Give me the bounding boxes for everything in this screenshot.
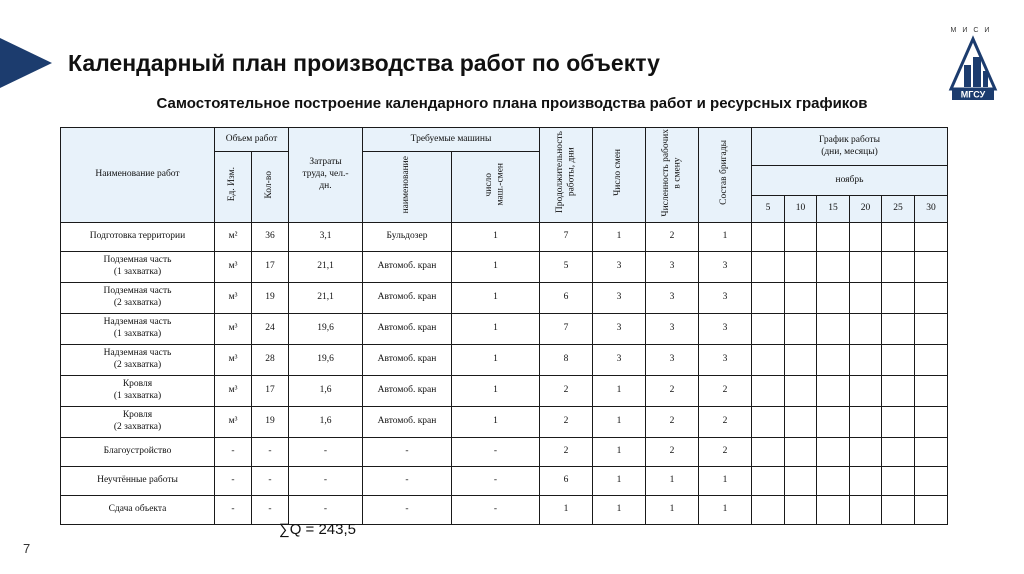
cell-qty: 17 [252,376,289,407]
cell-machine-shifts: 1 [452,283,540,314]
gantt-cell [785,345,817,376]
cell-unit: - [215,438,252,467]
cell-labor: 21,1 [289,283,363,314]
gantt-cell [785,496,817,525]
gantt-cell [882,314,915,345]
cell-machine: - [363,496,452,525]
logo-text: МГСУ [960,89,986,100]
cell-unit: м³ [215,407,252,438]
cell-shifts: 3 [593,283,646,314]
col-machine-shifts-header: число маш.-смен [452,152,540,223]
cell-machine-shifts: 1 [452,252,540,283]
day-header: 25 [882,196,915,223]
gantt-cell [785,223,817,252]
gantt-cell [817,407,850,438]
cell-duration: 2 [540,438,593,467]
cell-labor: 1,6 [289,376,363,407]
cell-labor: - [289,438,363,467]
gantt-cell [882,283,915,314]
cell-name: Подземная часть (2 захватка) [61,283,215,314]
col-volume-header: Объем работ [215,128,289,152]
gantt-cell [817,252,850,283]
cell-qty: 19 [252,407,289,438]
cell-duration: 2 [540,376,593,407]
cell-machine-shifts: - [452,467,540,496]
gantt-cell [915,467,948,496]
cell-machine-shifts: - [452,496,540,525]
col-unit-header: Ед. Изм. [215,152,252,223]
cell-labor: 3,1 [289,223,363,252]
logo-letters: МИСИ [950,27,996,34]
day-header: 30 [915,196,948,223]
gantt-cell [850,223,882,252]
cell-brigade: 3 [699,345,752,376]
col-schedule-header: График работы (дни, месяцы) [752,128,948,166]
cell-machine: Автомоб. кран [363,252,452,283]
gantt-cell [882,223,915,252]
cell-duration: 7 [540,223,593,252]
table-row [61,314,948,345]
schedule-table [60,127,948,525]
cell-brigade: 3 [699,314,752,345]
cell-name: Благоустройство [61,438,215,467]
gantt-cell [785,376,817,407]
cell-labor: 1,6 [289,407,363,438]
gantt-cell [817,438,850,467]
cell-unit: - [215,467,252,496]
gantt-cell [850,283,882,314]
cell-unit: м² [215,223,252,252]
cell-shifts: 1 [593,376,646,407]
cell-duration: 8 [540,345,593,376]
cell-shifts: 3 [593,314,646,345]
cell-name: Неучтённые работы [61,467,215,496]
cell-qty: - [252,496,289,525]
gantt-cell [752,345,785,376]
gantt-cell [850,467,882,496]
cell-qty: - [252,467,289,496]
gantt-cell [915,407,948,438]
cell-machine: Автомоб. кран [363,345,452,376]
cell-duration: 6 [540,283,593,314]
col-name-header: Наименование работ [61,128,215,223]
cell-workers: 1 [646,467,699,496]
col-duration-header: Продолжительность работы, дни [540,128,593,223]
col-labor-header: Затраты труда, чел.-дн. [289,128,363,223]
cell-duration: 6 [540,467,593,496]
gantt-cell [915,438,948,467]
cell-machine-shifts: 1 [452,314,540,345]
cell-shifts: 1 [593,407,646,438]
cell-qty: 28 [252,345,289,376]
cell-workers: 3 [646,345,699,376]
table-row [61,438,948,467]
gantt-cell [850,496,882,525]
cell-machine-shifts: 1 [452,223,540,252]
gantt-cell [752,467,785,496]
cell-name: Подземная часть (1 захватка) [61,252,215,283]
cell-shifts: 1 [593,496,646,525]
cell-shifts: 1 [593,467,646,496]
gantt-cell [752,252,785,283]
gantt-cell [752,283,785,314]
gantt-cell [915,376,948,407]
cell-duration: 7 [540,314,593,345]
gantt-cell [785,438,817,467]
cell-shifts: 1 [593,438,646,467]
cell-brigade: 2 [699,376,752,407]
gantt-cell [915,283,948,314]
cell-name: Кровля (2 захватка) [61,407,215,438]
cell-brigade: 2 [699,407,752,438]
gantt-cell [817,223,850,252]
gantt-cell [752,314,785,345]
gantt-cell [850,438,882,467]
cell-workers: 2 [646,223,699,252]
cell-unit: м³ [215,314,252,345]
cell-qty: 36 [252,223,289,252]
cell-unit: - [215,496,252,525]
page-number: 7 [23,541,31,556]
cell-duration: 5 [540,252,593,283]
cell-labor: - [289,467,363,496]
gantt-cell [817,496,850,525]
table-row [61,376,948,407]
gantt-cell [752,376,785,407]
gantt-cell [850,345,882,376]
cell-workers: 3 [646,314,699,345]
gantt-cell [882,467,915,496]
cell-workers: 1 [646,496,699,525]
total-labor-sum: ∑Q = 243,5 [279,521,356,538]
table-row [61,345,948,376]
cell-machine-shifts: 1 [452,376,540,407]
cell-workers: 2 [646,376,699,407]
cell-machine: Автомоб. кран [363,376,452,407]
gantt-cell [752,496,785,525]
cell-qty: - [252,438,289,467]
cell-name: Надземная часть (1 захватка) [61,314,215,345]
cell-machine: - [363,438,452,467]
table-row [61,496,948,525]
day-header: 20 [850,196,882,223]
gantt-cell [785,252,817,283]
gantt-cell [882,345,915,376]
gantt-cell [850,314,882,345]
cell-unit: м³ [215,376,252,407]
col-qty-header: Кол-во [252,152,289,223]
col-machine-name-header: наименование [363,152,452,223]
cell-machine: Автомоб. кран [363,407,452,438]
page-title: Календарный план производства работ по объекту [68,50,660,76]
col-workers-header: Численность рабочих в смену [646,128,699,223]
col-shifts-header: Число смен [593,128,646,223]
table-row [61,467,948,496]
gantt-cell [817,283,850,314]
cell-unit: м³ [215,252,252,283]
gantt-cell [915,314,948,345]
cell-name: Сдача объекта [61,496,215,525]
gantt-cell [752,223,785,252]
gantt-cell [915,345,948,376]
col-machines-header: Требуемые машины [363,128,540,152]
cell-brigade: 1 [699,223,752,252]
cell-unit: м³ [215,345,252,376]
gantt-cell [817,376,850,407]
cell-labor: 19,6 [289,314,363,345]
cell-brigade: 1 [699,496,752,525]
cell-workers: 3 [646,283,699,314]
cell-name: Надземная часть (2 захватка) [61,345,215,376]
cell-machine: Автомоб. кран [363,283,452,314]
slide-accent-arrow [0,38,52,88]
gantt-cell [752,407,785,438]
gantt-cell [915,252,948,283]
cell-shifts: 3 [593,345,646,376]
cell-duration: 1 [540,496,593,525]
gantt-cell [850,376,882,407]
cell-unit: м³ [215,283,252,314]
table-row [61,283,948,314]
cell-shifts: 3 [593,252,646,283]
gantt-cell [817,467,850,496]
page-subtitle: Самостоятельное построение календарного плана производства работ и ресурсных графиков [156,95,868,112]
cell-labor: 19,6 [289,345,363,376]
cell-qty: 17 [252,252,289,283]
gantt-cell [785,283,817,314]
day-header: 10 [785,196,817,223]
table-row [61,223,948,252]
gantt-cell [882,252,915,283]
gantt-cell [850,252,882,283]
table-row [61,407,948,438]
day-header: 5 [752,196,785,223]
cell-brigade: 1 [699,467,752,496]
gantt-cell [882,496,915,525]
cell-machine: Автомоб. кран [363,314,452,345]
gantt-cell [817,345,850,376]
cell-labor: 21,1 [289,252,363,283]
cell-machine-shifts: 1 [452,407,540,438]
cell-machine-shifts: - [452,438,540,467]
gantt-cell [882,407,915,438]
gantt-cell [915,496,948,525]
cell-labor: - [289,496,363,525]
cell-workers: 3 [646,252,699,283]
cell-workers: 2 [646,438,699,467]
cell-shifts: 1 [593,223,646,252]
col-brigade-header: Состав бригады [699,128,752,223]
cell-name: Кровля (1 захватка) [61,376,215,407]
cell-machine: - [363,467,452,496]
gantt-cell [817,314,850,345]
cell-machine-shifts: 1 [452,345,540,376]
gantt-cell [850,407,882,438]
cell-name: Подготовка территории [61,223,215,252]
gantt-cell [882,438,915,467]
gantt-cell [785,467,817,496]
cell-qty: 19 [252,283,289,314]
cell-brigade: 3 [699,283,752,314]
cell-qty: 24 [252,314,289,345]
gantt-cell [785,314,817,345]
mgsu-logo [946,27,1000,101]
cell-brigade: 3 [699,252,752,283]
col-month-header: ноябрь [752,166,948,196]
cell-workers: 2 [646,407,699,438]
gantt-cell [752,438,785,467]
gantt-cell [882,376,915,407]
table-row [61,252,948,283]
day-header: 15 [817,196,850,223]
gantt-cell [915,223,948,252]
cell-machine: Бульдозер [363,223,452,252]
cell-brigade: 2 [699,438,752,467]
gantt-cell [785,407,817,438]
cell-duration: 2 [540,407,593,438]
